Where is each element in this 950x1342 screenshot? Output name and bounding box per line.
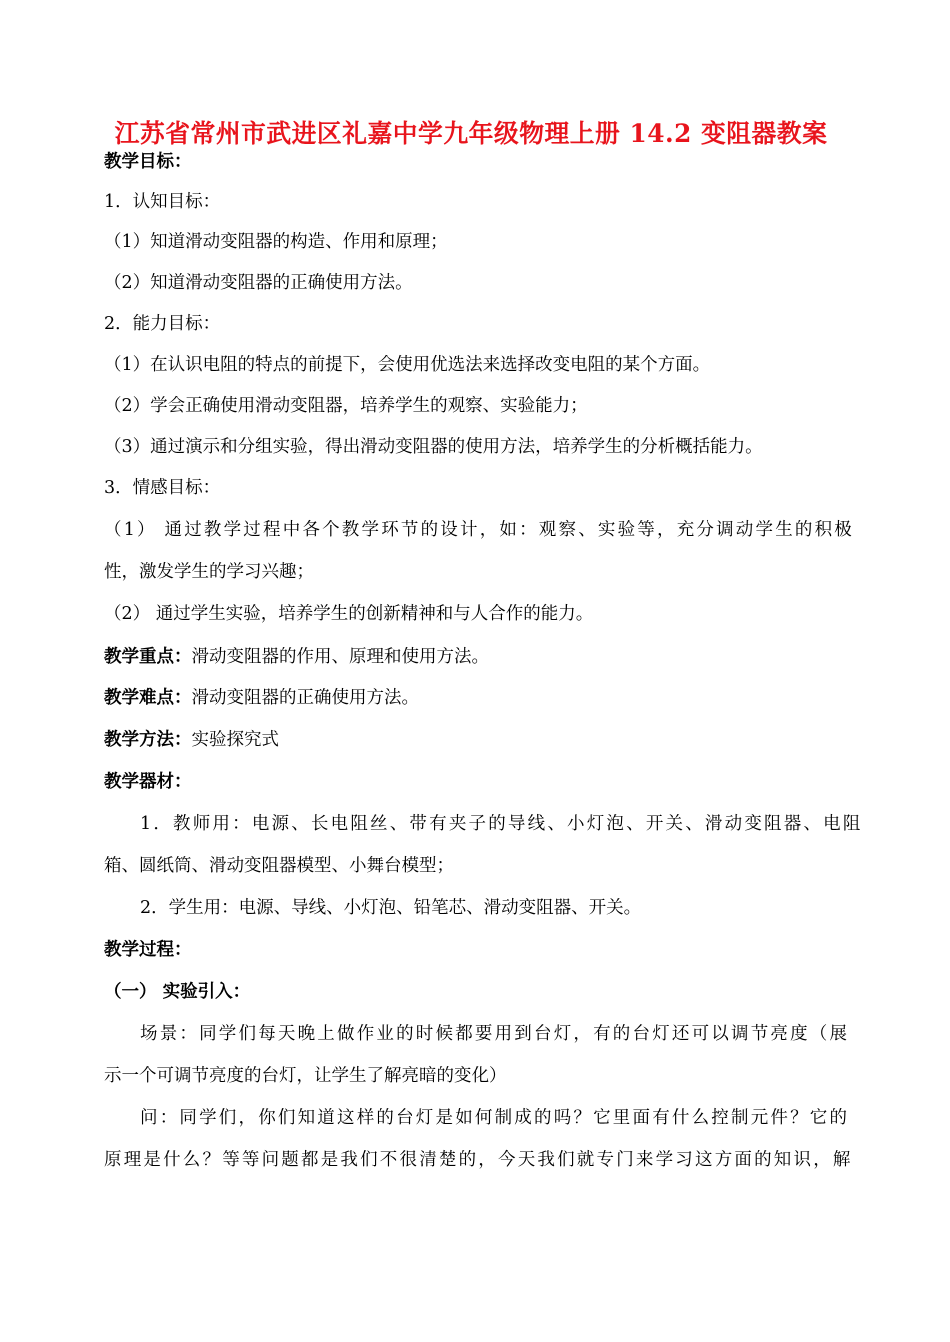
equipment-heading: 教学器材： — [104, 772, 192, 792]
difficulties-label: 教学难点： — [104, 688, 192, 708]
document-title: 江苏省常州市武进区礼嘉中学九年级物理上册 14.2 变阻器教案 — [114, 119, 828, 148]
ability-item-3: （3）通过演示和分组实验，得出滑动变阻器的使用方法，培养学生的分析概括能力。 — [104, 437, 763, 457]
method-text: 实验探究式 — [191, 730, 279, 750]
scene-line-2: 示一个可调节亮度的台灯，让学生了解亮暗的变化） — [104, 1066, 507, 1086]
cognitive-item-2: （2）知道滑动变阻器的正确使用方法。 — [104, 273, 413, 293]
equipment-teacher-line-2: 箱、圆纸筒、滑动变阻器模型、小舞台模型； — [104, 856, 454, 876]
cognitive-item-1: （1）知道滑动变阻器的构造、作用和原理； — [104, 232, 448, 252]
cognitive-heading: 1．认知目标： — [104, 192, 221, 212]
process-section-1: （一） 实验引入： — [104, 982, 251, 1002]
equipment-teacher-line-1: 1．教师用：电源、长电阻丝、带有夹子的导线、小灯泡、开关、滑动变阻器、电阻 — [140, 814, 863, 834]
ability-item-1: （1）在认识电阻的特点的前提下，会使用优选法来选择改变电阻的某个方面。 — [104, 355, 711, 375]
method-label: 教学方法： — [104, 730, 192, 750]
emotion-item-1-line-1: （1） 通过教学过程中各个教学环节的设计，如：观察、实验等，充分调动学生的积极 — [104, 520, 854, 540]
difficulties-text: 滑动变阻器的正确使用方法。 — [191, 688, 419, 708]
objectives-heading: 教学目标： — [104, 152, 192, 172]
scene-line-1: 场景：同学们每天晚上做作业的时候都要用到台灯，有的台灯还可以调节亮度（展 — [140, 1024, 850, 1044]
emotion-item-2: （2） 通过学生实验，培养学生的创新精神和与人合作的能力。 — [104, 604, 594, 624]
process-heading: 教学过程： — [104, 940, 192, 960]
emotion-heading: 3．情感目标： — [104, 478, 221, 498]
key-points — [104, 645, 489, 669]
key-points-text: 滑动变阻器的作用、原理和使用方法。 — [191, 647, 489, 667]
equipment-student: 2．学生用：电源、导线、小灯泡、铅笔芯、滑动变阻器、开关。 — [140, 898, 642, 918]
teaching-method — [104, 728, 279, 752]
difficulties — [104, 686, 419, 710]
question-line-1: 问：同学们，你们知道这样的台灯是如何制成的吗？它里面有什么控制元件？它的 — [140, 1108, 850, 1128]
ability-heading: 2．能力目标： — [104, 314, 221, 334]
emotion-item-1-line-2: 性，激发学生的学习兴趣； — [104, 562, 314, 582]
question-line-2: 原理是什么？等等问题都是我们不很清楚的，今天我们就专门来学习这方面的知识，解 — [104, 1150, 853, 1170]
key-points-label: 教学重点： — [104, 647, 192, 667]
ability-item-2: （2）学会正确使用滑动变阻器，培养学生的观察、实验能力； — [104, 396, 588, 416]
